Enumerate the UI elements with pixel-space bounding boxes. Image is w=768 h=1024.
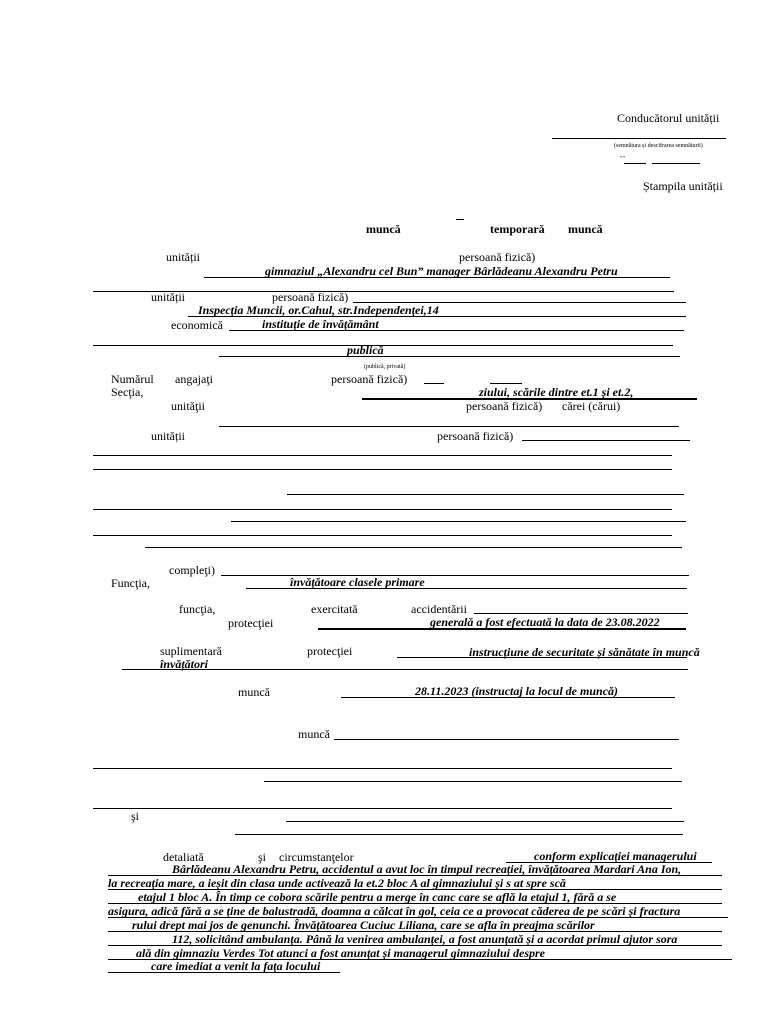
exercised-label: exercitată xyxy=(311,602,358,616)
work-label: muncă xyxy=(238,685,270,699)
person-label-2: persoană fizică) xyxy=(272,290,349,304)
and-line xyxy=(286,821,684,822)
person-label-4: persoană fizică) xyxy=(437,429,514,443)
date-quote: "" xyxy=(620,156,625,162)
unit-label-2: unității xyxy=(151,290,185,304)
title-word-2: temporară xyxy=(490,222,545,236)
stamp-label: Ștampila unității xyxy=(643,179,723,193)
desc-text-7: ală din gimnaziu Verdes Tot atunci a fost anunțat și managerul gimnaziului despre xyxy=(136,946,545,960)
complete-label: compleţi) xyxy=(169,563,215,577)
signature-line xyxy=(552,138,726,139)
work-line-2 xyxy=(334,739,679,740)
employees-count-line xyxy=(424,383,444,384)
blank-line-4 xyxy=(93,455,672,456)
accident-label: accidentării xyxy=(411,602,467,616)
date-day-line xyxy=(624,163,646,164)
person-label-1: persoană fizică) xyxy=(459,250,536,264)
and-label: şi xyxy=(131,809,140,823)
unit-label-3: unităţii xyxy=(171,399,205,413)
accident-line xyxy=(474,613,688,614)
blank-line-3 xyxy=(219,426,679,427)
blank-line-6 xyxy=(287,494,684,495)
manager-label: Conducătorul unității xyxy=(617,111,720,125)
desc-text-3: etajul 1 bloc A. În timp ce cobora scările pentru a merge în canc care se află la etajul 1, fără a se xyxy=(138,890,617,904)
blank-line-5 xyxy=(93,469,672,470)
desc-text-4: asigura, adică fără a se ține de balustradă, doamna a călcat în gol, ceia ce a provocat căderea de pe scări și fractura xyxy=(108,904,681,918)
signature-hint: (semnătura și descifrarea semnăturii) xyxy=(614,143,703,149)
person-label-3b: persoană fizică) xyxy=(466,399,543,413)
unit-label-4: unității xyxy=(151,429,185,443)
circumstances-label: circumstanţelor xyxy=(279,850,354,864)
which-label: cărei (cărui) xyxy=(562,399,621,413)
supplementary-label: suplimentară xyxy=(160,644,222,658)
blank-line-12 xyxy=(264,781,682,782)
blank-line-14 xyxy=(235,834,683,835)
employees-label: Numărul xyxy=(111,372,154,386)
protection-label: protecţiei xyxy=(228,616,274,630)
protection-label-2: protecţiei xyxy=(307,644,353,658)
function-label-2: funcţia, xyxy=(179,602,216,616)
detailed-label: detaliată xyxy=(163,850,204,864)
and-label-2: şi xyxy=(258,850,267,864)
desc-text-1: Bârlădeanu Alexandru Petru, accidentul a avut loc în timpul recreației, învățătoarea Mardari Ana Ion, xyxy=(172,862,682,876)
employees-count-line-2 xyxy=(490,383,522,384)
desc-text-8: care imediat a venit la fața locului xyxy=(151,959,321,973)
blank-line-8 xyxy=(231,521,686,522)
desc-text-5: rului drept mai jos de genunchi. Învățătoarea Cuciuc Liliana, care se afla în preajma scărilor xyxy=(132,918,595,932)
ownership-value: publică xyxy=(347,343,384,357)
title-word-3: muncă xyxy=(568,222,603,236)
employees-label-2: angajaţi xyxy=(175,372,213,386)
date-month-line xyxy=(652,163,700,164)
ownership-hint: (publică, privată) xyxy=(364,364,406,370)
ownership-line xyxy=(219,356,680,357)
workplace-value: 28.11.2023 (instructaj la locul de muncă) xyxy=(415,684,619,698)
blank-line-7 xyxy=(93,509,672,510)
person-label-3: persoană fizică) xyxy=(331,372,408,386)
economic-label: economică xyxy=(171,318,223,332)
blank-line-9 xyxy=(93,535,672,536)
blank-line-10 xyxy=(145,547,682,548)
person-line-4 xyxy=(522,440,690,441)
work-label-2: muncă xyxy=(298,727,330,741)
blank-line-11 xyxy=(93,768,672,769)
function-label: Funcţia, xyxy=(111,576,150,590)
conform-text: conform explicației managerului xyxy=(534,849,697,863)
section-label: Secţia, xyxy=(111,385,144,399)
protection-value: generală a fost efectuată la data de 23.08.2022 xyxy=(430,615,660,629)
function-value: învățătoare clasele primare xyxy=(290,575,425,589)
title-word-1: muncă xyxy=(366,222,401,236)
address-value: Inspecția Muncii, or.Cahul, str.Independenței,14 xyxy=(198,303,439,317)
economic-value: instituție de învățământ xyxy=(262,317,379,331)
unit-label-1: unității xyxy=(166,250,200,264)
section-value: ziului, scările dintre et.1 și et.2, xyxy=(479,385,634,399)
blank-line-13 xyxy=(93,808,672,809)
title-dash xyxy=(456,219,464,220)
desc-text-6: 112, solicitând ambulanța. Până la venirea ambulanței, a fost anunțată și a acordat primul ajutor sora xyxy=(172,932,678,946)
unit-value: gimnaziul „Alexandru cel Bun” manager Bârlădeanu Alexandru Petru xyxy=(265,264,618,278)
training-value-2: învățători xyxy=(160,657,209,671)
desc-text-2: la recreația mare, a ieșit din clasa unde activează la et.2 bloc A al gimnaziului și s at spre scă xyxy=(108,876,566,890)
training-value: instrucțiune de securitate și sănătate în muncă xyxy=(469,645,700,659)
